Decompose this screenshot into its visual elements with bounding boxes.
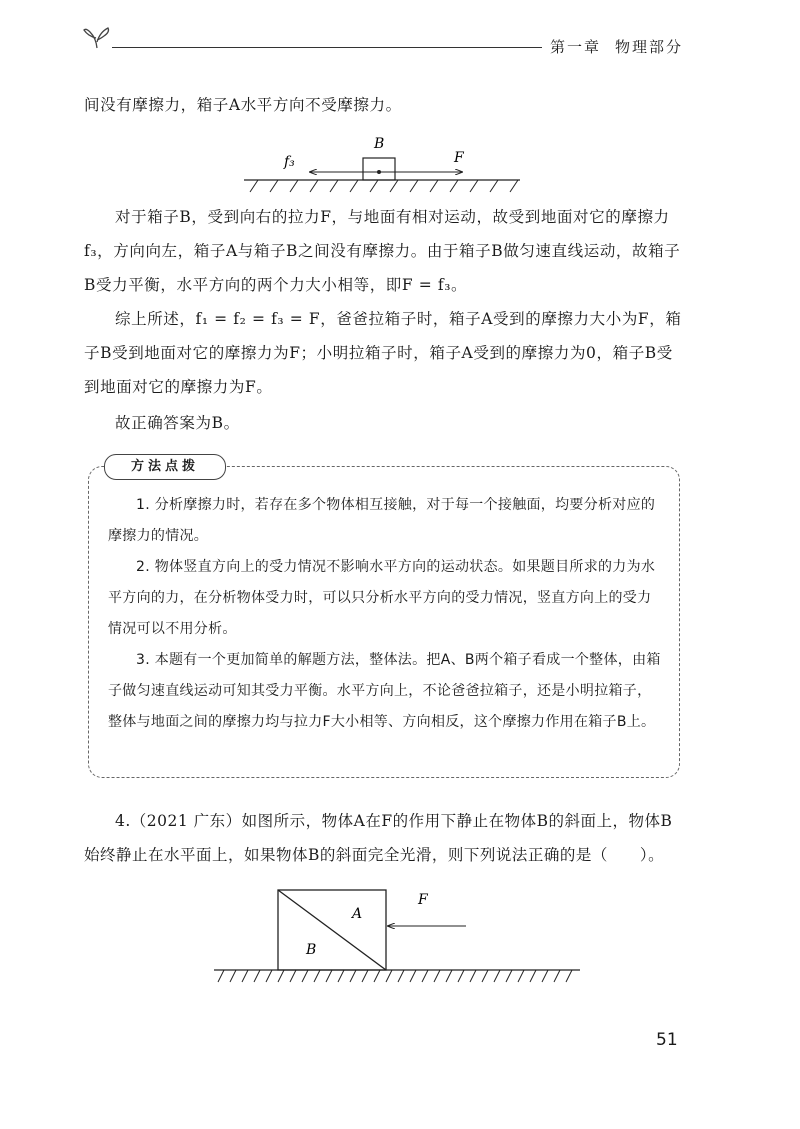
incline-diagonal: [278, 890, 386, 970]
paragraph-summary: 综上所述，f₁ = f₂ = f₃ = F，爸爸拉箱子时，箱子A受到的摩擦力大小为F，箱子B受到地面对它的摩擦力为F；小明拉箱子时，箱子A受到的摩擦力为0，箱子B受到地面对它的摩擦力为F。: [84, 310, 682, 396]
label-f3: f₃: [284, 154, 295, 170]
label-b: B: [374, 136, 385, 152]
header-section: 物理部分: [615, 38, 684, 56]
header-rule: [112, 47, 542, 48]
label-b2: B: [306, 942, 317, 958]
tip-item-2: 2. 物体竖直方向上的受力情况不影响水平方向的运动状态。如果题目所求的力为水平方向的力，在分析物体受力时，可以只分析水平方向的受力情况，竖直方向上的受力情况可以不用分析。: [108, 559, 656, 637]
label-a: A: [352, 906, 363, 922]
page-number: 51: [656, 1030, 678, 1050]
ground-hatching: [250, 180, 518, 192]
figure-box-b: [240, 132, 530, 202]
tip-item-1: 1. 分析摩擦力时，若存在多个物体相互接触，对于每一个接触面，均要分析对应的摩擦力的情况。: [108, 497, 656, 544]
paragraph-box-b: 对于箱子B，受到向右的拉力F，与地面有相对运动，故受到地面对它的摩擦力f₃，方向向左，箱子A与箱子B之间没有摩擦力。由于箱子B做匀速直线运动，故箱子B受力平衡，水平方向的两个力大小相等，即F = f₃。: [84, 208, 681, 294]
running-header: [550, 36, 683, 57]
label-F: F: [454, 150, 464, 166]
sprout-icon: [82, 22, 112, 52]
paragraph-answer: 故正确答案为B。: [115, 414, 240, 432]
box-b: [363, 158, 395, 180]
tip-item-3: 3. 本题有一个更加简单的解题方法，整体法。把A、B两个箱子看成一个整体，由箱子做匀速直线运动可知其受力平衡。水平方向上，不论爸爸拉箱子，还是小明拉箱子，整体与地面之间的摩擦力均与拉力F大小相等、方向相反，这个摩擦力作用在箱子B上。: [108, 652, 661, 730]
header-chapter: 第一章: [550, 38, 602, 56]
question-4: 4.（2021 广东）如图所示，物体A在F的作用下静止在物体B的斜面上，物体B始终静止在水平面上，如果物体B的斜面完全光滑，则下列说法正确的是（ ）。: [84, 812, 673, 864]
label-F2: F: [418, 892, 428, 908]
tips-badge: 方法点拨: [104, 454, 226, 480]
paragraph-line1: 间没有摩擦力，箱子A水平方向不受摩擦力。: [84, 96, 402, 114]
figure-incline: [210, 880, 590, 990]
ground-hatching-2: [218, 970, 572, 982]
